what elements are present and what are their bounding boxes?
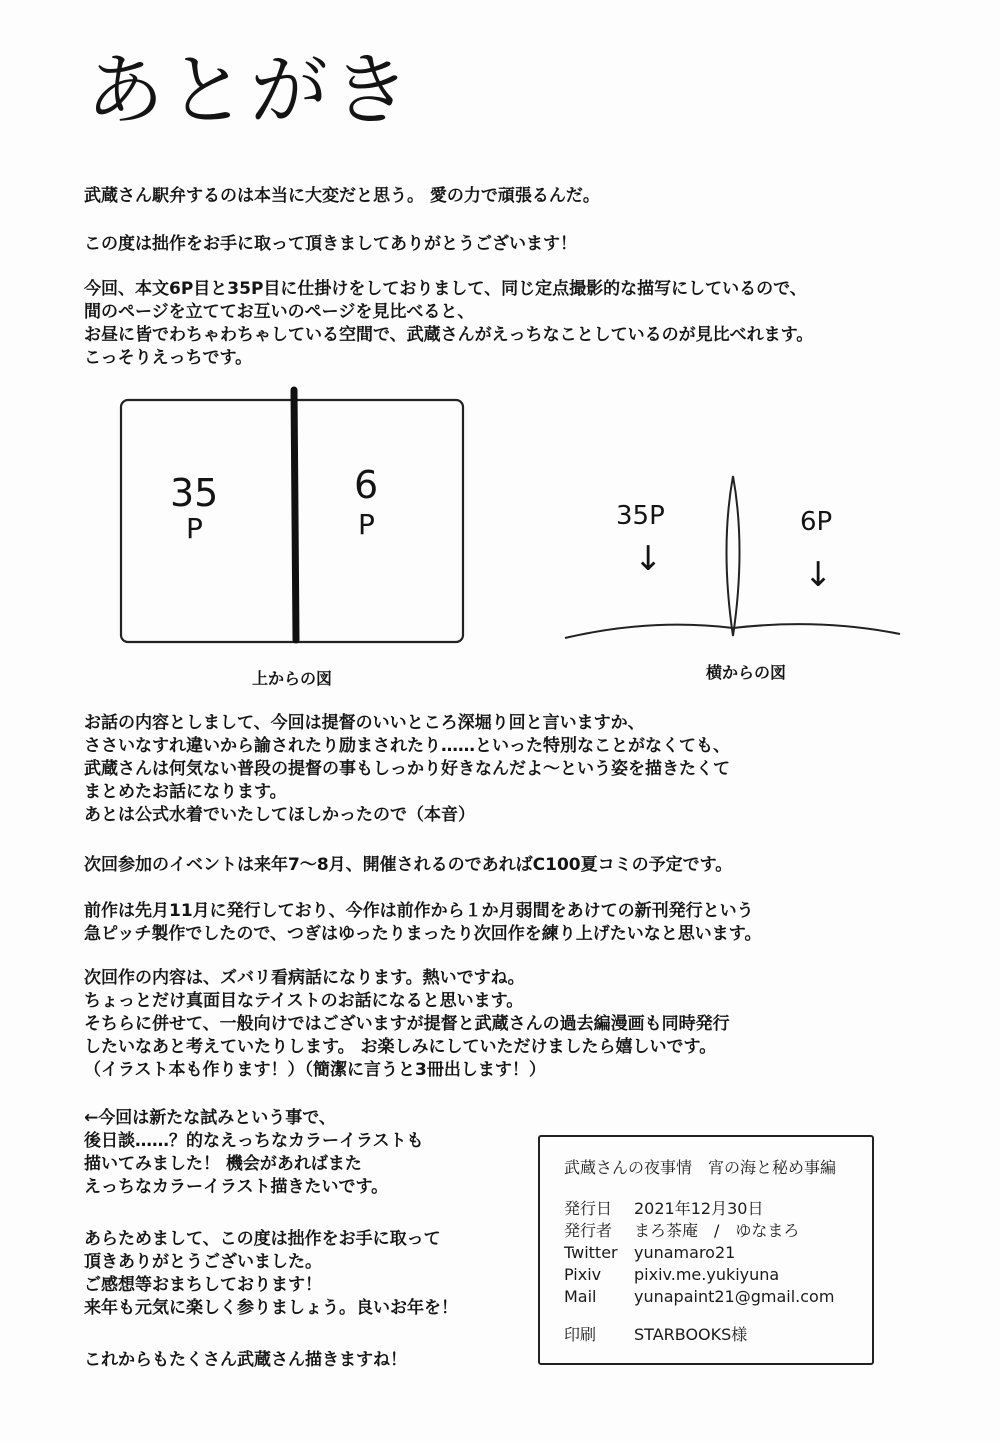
colophon-date-row xyxy=(564,1201,763,1217)
paragraph-intro xyxy=(84,185,600,208)
label-35-p: P xyxy=(186,512,203,545)
figure-top-view xyxy=(118,388,468,648)
colophon-title: 武蔵さんの夜事情 宵の海と秘め事編 xyxy=(564,1158,837,1177)
text-line: そちらに併せて、一般向けではございますが提督と武蔵さんの過去編漫画も同時発行 xyxy=(84,1013,730,1034)
text-line: あらためまして、この度は拙作をお手に取って xyxy=(84,1229,441,1249)
text-line: 間のページを立ててお互いのページを見比べると、 xyxy=(84,301,475,322)
text-line: あとは公式水着でいたしてほしかったので（本音） xyxy=(84,804,475,825)
text-line: お話の内容としまして、今回は提督のいいところ深堀り回と言いますか、 xyxy=(84,713,645,733)
colophon-twitter-label: Twitter xyxy=(564,1243,618,1262)
text-line: こっそりえっちです。 xyxy=(84,347,253,368)
paragraph-thanks xyxy=(84,233,577,256)
colophon-print-row xyxy=(564,1327,747,1343)
label-6-p: P xyxy=(358,508,375,541)
figure-side-view xyxy=(560,468,905,648)
colophon-pixiv-value: pixiv.me.yukiyuna xyxy=(634,1265,780,1284)
colophon-publisher-label: 発行者 xyxy=(564,1221,613,1240)
colophon-twitter-value: yunamaro21 xyxy=(634,1243,736,1262)
label-35: 35 xyxy=(170,471,219,515)
colophon-publisher-row xyxy=(564,1223,799,1239)
colophon-mail-row xyxy=(564,1289,834,1305)
colophon-date-value: 2021年12月30日 xyxy=(634,1199,764,1218)
colophon-box xyxy=(538,1135,874,1365)
text-line: 前作は先月11月に発行しており、今作は前作から１か月弱間をあけての新刊発行という xyxy=(84,901,754,921)
colophon-publisher-value: まろ茶庵 / ゆなまろ xyxy=(634,1221,800,1240)
text-line: この度は拙作をお手に取って頂きましてありがとうございます！ xyxy=(84,234,577,254)
colophon-twitter-row xyxy=(564,1245,735,1261)
text-line: これからもたくさん武蔵さん描きますね！ xyxy=(84,1350,407,1370)
paragraph-gimmick xyxy=(84,278,813,370)
text-line: （イラスト本も作ります！）（簡潔に言うと3冊出します！） xyxy=(84,1059,546,1080)
text-line: 来年も元気に楽しく参りましょう。良いお年を！ xyxy=(84,1297,458,1318)
colophon-mail-label: Mail xyxy=(564,1287,597,1306)
text-line: えっちなカラーイラスト描きたいです。 xyxy=(84,1176,389,1197)
label-6: 6 xyxy=(354,463,379,507)
text-line: ご感想等おまちしております！ xyxy=(84,1274,322,1295)
text-line: 今回、本文6P目と35P目に仕掛けをしておりまして、同じ定点撮影的な描写にしているので、 xyxy=(84,279,807,299)
text-line: 急ピッチ製作でしたので、つぎはゆったりまったり次回作を練り上げたいなと思います。 xyxy=(84,923,762,944)
text-line: 武蔵さん駅弁するのは本当に大変だと思う。 愛の力で頑張るんだ。 xyxy=(84,186,600,206)
label-6p-side: 6P xyxy=(800,507,833,537)
text-line: 武蔵さんは何気ない普段の提督の事もしっかり好きなんだよ～という姿を描きたくて xyxy=(84,758,730,779)
arrow-6p: ↓ xyxy=(804,555,833,595)
text-line: したいなあと考えていたりします。 お楽しみにしていただけましたら嬉しいです。 xyxy=(84,1036,717,1057)
caption-top-view: 上からの図 xyxy=(252,669,333,688)
paragraph-final xyxy=(84,1349,407,1372)
paragraph-color-illust xyxy=(84,1107,424,1199)
colophon-print-value: STARBOOKS様 xyxy=(634,1325,748,1344)
text-line: まとめたお話になります。 xyxy=(84,781,287,802)
caption-side-view: 横からの図 xyxy=(706,663,787,682)
text-line: ←今回は新たな試みという事で、 xyxy=(84,1108,336,1128)
arrow-35p: ↓ xyxy=(634,539,663,579)
paragraph-next-work xyxy=(84,967,730,1082)
colophon-mail-value: yunapaint21@gmail.com xyxy=(634,1287,835,1306)
text-line: 次回参加のイベントは来年7～8月、開催されるのであればC100夏コミの予定です。 xyxy=(84,855,733,875)
text-line: 後日談……？的なえっちなカラーイラストも xyxy=(84,1130,424,1151)
text-line: 描いてみました！ 機会があればまた xyxy=(84,1153,362,1174)
text-line: ささいなすれ違いから諭されたり励まされたり……といった特別なことがなくても、 xyxy=(84,735,730,756)
text-line: 頂きありがとうございました。 xyxy=(84,1251,322,1272)
paragraph-previous-work xyxy=(84,900,761,946)
page-title: あとがき xyxy=(86,46,415,136)
text-line: 次回作の内容は、ズバリ看病話になります。熱いですね。 xyxy=(84,968,525,988)
text-line: お昼に皆でわちゃわちゃしている空間で、武蔵さんがえっちなことしているのが見比べれます。 xyxy=(84,324,814,345)
colophon-date-label: 発行日 xyxy=(564,1199,613,1218)
paragraph-next-event xyxy=(84,854,732,877)
colophon-pixiv-label: Pixiv xyxy=(564,1265,602,1284)
label-35p-side: 35P xyxy=(616,501,665,531)
paragraph-story xyxy=(84,712,730,827)
paragraph-closing xyxy=(84,1228,458,1320)
text-line: ちょっとだけ真面目なテイストのお話になると思います。 xyxy=(84,990,524,1011)
colophon-print-label: 印刷 xyxy=(564,1325,597,1344)
colophon-pixiv-row xyxy=(564,1267,779,1283)
